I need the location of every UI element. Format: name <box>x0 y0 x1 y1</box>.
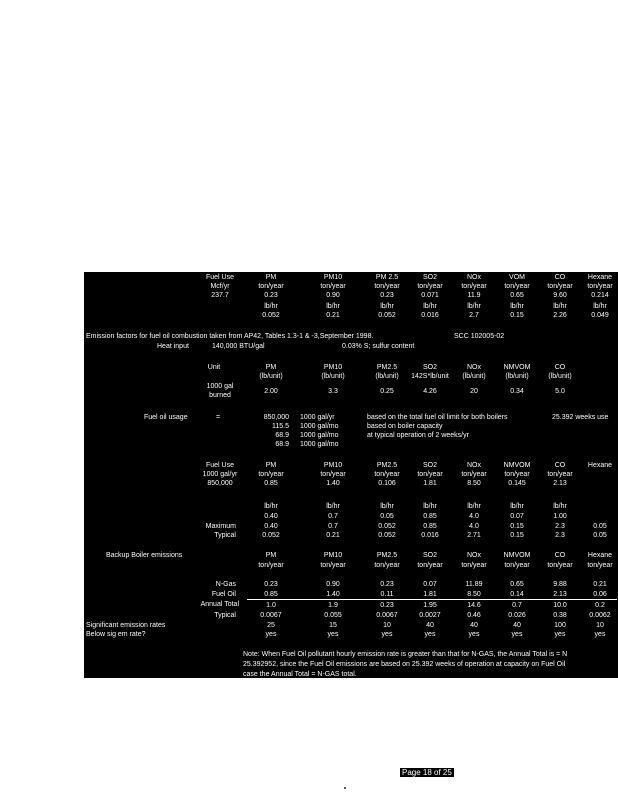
top-col-cell: 0.23 <box>380 292 394 299</box>
top-label-unit: Mcf/yr <box>210 283 230 290</box>
footnote-line-3: case the Annual Total = N-GAS total. <box>243 671 357 678</box>
factor-col-value: 3.3 <box>328 388 338 395</box>
factor-col-value: 5.0 <box>555 388 565 395</box>
backup-col-typical: 0.38 <box>553 612 567 619</box>
oil-label-fuel-use: Fuel Use <box>205 462 235 469</box>
emission-factors-note: Emission factors for fuel oil combustion taken from AP42, Tables 1.3-1 & -3,September 1998. <box>86 333 374 340</box>
backup-row-label-ngas: N-Gas <box>215 581 236 588</box>
backup-col-ngas: 0.90 <box>326 581 340 588</box>
backup-col-header: Hexane <box>587 552 613 559</box>
top-col-cell: lb/hr <box>510 303 524 310</box>
top-col-cell: lb/hr <box>423 303 437 310</box>
oil-col-cell: ton/year <box>417 471 443 478</box>
top-col-cell: 0.049 <box>591 312 609 319</box>
usage-unit: 1000 gal/mo <box>300 441 339 448</box>
backup-col-sig: 40 <box>426 622 434 629</box>
usage-value: 68.9 <box>275 432 289 439</box>
fuel-oil-usage-label: Fuel oil usage <box>144 414 188 421</box>
usage-unit: 1000 gal/yr <box>300 414 335 421</box>
usage-note: at typical operation of 2 weeks/yr <box>367 432 469 439</box>
backup-col-sig: 15 <box>329 622 337 629</box>
factor-col-value: 0.25 <box>380 388 394 395</box>
backup-col-below: yes <box>265 631 277 638</box>
top-col-cell: ton/year <box>374 283 400 290</box>
oil-col-cell: ton/year <box>504 471 530 478</box>
oil-col-cell: lb/hr <box>380 503 394 510</box>
factor-col-value: 20 <box>470 388 478 395</box>
oil-col-cell: lb/hr <box>423 503 437 510</box>
top-col-cell: 0.071 <box>421 292 439 299</box>
backup-col-oil: 0.11 <box>380 591 394 598</box>
sulfur-content: 0.03% S; sulfur content <box>342 343 415 350</box>
oil-maximum-label: Maximum <box>205 523 236 530</box>
top-col-cell: lb/hr <box>553 303 567 310</box>
top-col-cell: 11.9 <box>467 292 481 299</box>
factors-unit-label: Unit <box>207 364 221 371</box>
backup-col-header: NOx <box>467 552 481 559</box>
heat-input-value: 140,000 BTU/gal <box>212 343 265 350</box>
oil-col-cell: 2.71 <box>467 532 481 539</box>
factor-col-unit: (lb/unit) <box>321 373 345 380</box>
backup-col-below: yes <box>424 631 436 638</box>
factors-row-label-2: burned <box>209 392 231 399</box>
usage-note: based on boiler capacity <box>367 423 443 430</box>
factor-col-unit: (lb/unit) <box>548 373 572 380</box>
top-col-cell: 0.23 <box>264 292 278 299</box>
top-col-cell: 0.016 <box>421 312 439 319</box>
backup-col-ngas: 0.23 <box>380 581 394 588</box>
oil-col-header: Hexane <box>587 462 613 469</box>
backup-col-header: PM <box>265 552 277 559</box>
top-col-header: CO <box>554 274 566 281</box>
oil-col-header: CO <box>554 462 566 469</box>
oil-col-header: PM2.5 <box>376 462 398 469</box>
backup-col-oil: 2.13 <box>553 591 567 598</box>
oil-col-cell: 0.05 <box>380 513 394 520</box>
backup-col-sig: 25 <box>267 622 275 629</box>
oil-col-cell: 1.81 <box>423 480 437 487</box>
backup-col-ngas: 11.89 <box>465 581 483 588</box>
top-col-cell: 0.15 <box>510 312 524 319</box>
backup-col-below: yes <box>381 631 393 638</box>
oil-col-cell: 4.0 <box>469 513 479 520</box>
oil-col-cell: 0.21 <box>326 532 340 539</box>
factors-row-label-1: 1000 gal <box>206 383 234 390</box>
top-col-cell: lb/hr <box>380 303 394 310</box>
oil-col-cell: ton/year <box>258 471 284 478</box>
oil-col-cell: 0.7 <box>328 513 338 520</box>
backup-col-ngas: 9.88 <box>553 581 567 588</box>
factor-col-unit: (lb/unit) <box>462 373 486 380</box>
significant-emission-rates-label: Significant emission rates <box>86 622 166 629</box>
backup-col-below: yes <box>468 631 480 638</box>
oil-typical-label: Typical <box>214 532 236 539</box>
factor-col-value: 2.00 <box>264 388 278 395</box>
oil-col-cell: 0.40 <box>264 523 278 530</box>
top-col-header: PM10 <box>323 274 343 281</box>
oil-col-cell: 0.85 <box>264 480 278 487</box>
factor-col-header: PM10 <box>323 364 343 371</box>
top-col-cell: ton/year <box>587 283 613 290</box>
top-col-cell: 0.65 <box>510 292 524 299</box>
factor-col-header: NOx <box>467 364 481 371</box>
backup-col-typical: 0.055 <box>324 612 342 619</box>
backup-col-below: yes <box>511 631 523 638</box>
backup-col-ngas: 0.07 <box>423 581 437 588</box>
backup-col-typical: 0.0062 <box>589 612 611 619</box>
top-col-header: VOM <box>509 274 525 281</box>
oil-col-header: NMVOM <box>503 462 531 469</box>
oil-col-cell: 0.7 <box>328 523 338 530</box>
factor-col-unit: 142S*lb/unit <box>411 373 449 380</box>
oil-col-cell: 0.145 <box>508 480 526 487</box>
top-col-header: SO2 <box>422 274 438 281</box>
oil-col-cell: 0.85 <box>423 513 437 520</box>
oil-col-cell: 8.50 <box>467 480 481 487</box>
backup-row-label-total: Annual Total <box>200 601 239 608</box>
top-col-cell: 2.7 <box>469 312 479 319</box>
oil-col-header: SO2 <box>422 462 438 469</box>
backup-col-typical: 0.46 <box>467 612 481 619</box>
oil-col-header: PM10 <box>323 462 343 469</box>
backup-col-total: 0.23 <box>380 602 394 609</box>
backup-col-sig: 10 <box>383 622 391 629</box>
backup-col-oil: 0.85 <box>264 591 278 598</box>
oil-col-cell: 2.3 <box>555 523 565 530</box>
backup-col-total: 1.0 <box>266 602 276 609</box>
oil-col-cell: 0.15 <box>510 532 524 539</box>
oil-col-cell: 2.13 <box>553 480 567 487</box>
backup-col-header: SO2 <box>422 552 438 559</box>
top-col-header: PM 2.5 <box>375 274 399 281</box>
usage-value: 115.5 <box>272 423 289 430</box>
backup-col-sig: 40 <box>470 622 478 629</box>
fuel-oil-usage-equals: = <box>216 414 221 421</box>
backup-col-typical: 0.026 <box>508 612 526 619</box>
factor-col-value: 4.26 <box>423 388 437 395</box>
backup-col-sig: 10 <box>596 622 604 629</box>
top-col-cell: 0.214 <box>591 292 609 299</box>
top-col-cell: 0.052 <box>262 312 280 319</box>
top-col-cell: lb/hr <box>264 303 278 310</box>
usage-unit: 1000 gal/mo <box>300 423 339 430</box>
top-col-cell: ton/year <box>320 283 346 290</box>
top-label-fuel-use: Fuel Use <box>205 274 235 281</box>
factor-col-header: PM <box>265 364 277 371</box>
oil-col-cell: ton/year <box>461 471 487 478</box>
factor-col-header: SO2 <box>422 364 438 371</box>
backup-col-below: yes <box>594 631 606 638</box>
backup-col-unit: ton/year <box>258 562 284 569</box>
oil-label-value: 850,000 <box>207 480 233 487</box>
backup-col-total: 10.0 <box>553 602 567 609</box>
oil-col-cell: 0.052 <box>262 532 280 539</box>
top-col-cell: lb/hr <box>593 303 607 310</box>
oil-col-cell: 0.052 <box>378 532 396 539</box>
oil-col-cell: 2.3 <box>555 532 565 539</box>
backup-col-sig: 40 <box>513 622 521 629</box>
backup-col-typical: 0.0027 <box>419 612 441 619</box>
scan-speck <box>344 787 346 789</box>
backup-col-total: 1.9 <box>328 602 338 609</box>
backup-col-oil: 1.40 <box>326 591 340 598</box>
backup-col-unit: ton/year <box>320 562 346 569</box>
oil-col-cell: 1.00 <box>553 513 567 520</box>
backup-col-unit: ton/year <box>504 562 530 569</box>
backup-row-label-typical: Typical <box>214 612 236 619</box>
backup-col-below: yes <box>554 631 566 638</box>
factor-col-unit: (lb/unit) <box>259 373 283 380</box>
annual-total-underline <box>247 599 617 600</box>
oil-col-header: PM <box>265 462 277 469</box>
top-col-cell: ton/year <box>258 283 284 290</box>
backup-col-unit: ton/year <box>417 562 443 569</box>
usage-value: 850,000 <box>263 414 289 421</box>
backup-col-header: NMVOM <box>503 552 531 559</box>
backup-col-unit: ton/year <box>547 562 573 569</box>
backup-col-oil: 8.50 <box>467 591 481 598</box>
top-col-cell: 0.052 <box>378 312 396 319</box>
backup-col-typical: 0.0067 <box>260 612 282 619</box>
backup-col-oil: 1.81 <box>423 591 437 598</box>
backup-col-total: 0.2 <box>595 602 605 609</box>
scanned-spreadsheet <box>84 272 618 678</box>
top-col-cell: ton/year <box>417 283 443 290</box>
backup-col-oil: 0.06 <box>593 591 607 598</box>
usage-value: 68.9 <box>275 441 289 448</box>
oil-col-cell: lb/hr <box>553 503 567 510</box>
usage-note: based on the total fuel oil limit for both boilers <box>367 414 508 421</box>
backup-col-unit: ton/year <box>374 562 400 569</box>
backup-col-unit: ton/year <box>461 562 487 569</box>
heat-input-label: Heat input <box>157 343 189 350</box>
top-col-header: Hexane <box>587 274 613 281</box>
top-col-cell: ton/year <box>461 283 487 290</box>
oil-col-cell: lb/hr <box>467 503 481 510</box>
top-col-cell: lb/hr <box>326 303 340 310</box>
top-col-cell: 9.60 <box>553 292 567 299</box>
weeks-use-note: 25.392 weeks use <box>552 414 609 421</box>
top-col-cell: 0.90 <box>326 292 340 299</box>
oil-col-cell: 0.05 <box>593 532 607 539</box>
top-col-cell: lb/hr <box>467 303 481 310</box>
scc-code: SCC 102005-02 <box>454 333 505 340</box>
oil-label-unit: 1000 gal/yr <box>202 471 238 478</box>
backup-col-ngas: 0.65 <box>510 581 524 588</box>
footnote-line-1: Note: When Fuel Oil pollutant hourly emission rate is greater than that for N-GAS, the Annual Total is = N <box>243 651 568 658</box>
top-col-cell: 0.21 <box>326 312 340 319</box>
backup-col-ngas: 0.21 <box>593 581 607 588</box>
backup-col-oil: 0.14 <box>510 591 524 598</box>
backup-col-typical: 0.0067 <box>376 612 398 619</box>
oil-col-header: NOx <box>467 462 481 469</box>
top-col-cell: ton/year <box>547 283 573 290</box>
backup-col-ngas: 0.23 <box>264 581 278 588</box>
top-col-header: PM <box>265 274 277 281</box>
backup-col-total: 1.95 <box>423 602 437 609</box>
factor-col-unit: (lb/unit) <box>505 373 529 380</box>
oil-col-cell: ton/year <box>320 471 346 478</box>
oil-col-cell: lb/hr <box>264 503 278 510</box>
backup-col-total: 0.7 <box>512 602 522 609</box>
factor-col-header: NMVOM <box>503 364 531 371</box>
oil-col-cell: 0.05 <box>593 523 607 530</box>
backup-col-below: yes <box>327 631 339 638</box>
backup-col-header: CO <box>554 552 566 559</box>
oil-col-cell: ton/year <box>374 471 400 478</box>
backup-col-header: PM10 <box>323 552 343 559</box>
top-label-value: 237.7 <box>211 292 229 299</box>
top-col-header: NOx <box>467 274 481 281</box>
oil-col-cell: 0.07 <box>510 513 524 520</box>
backup-table-title: Backup Boiler emissions <box>106 552 183 559</box>
oil-col-cell: 0.15 <box>510 523 524 530</box>
footnote-line-2: 25.392952, since the Fuel Oil emissions are based on 25.392 weeks of operation at capacity on Fuel Oil <box>243 661 566 668</box>
below-sig-em-rate-label: Below sig em rate? <box>86 631 146 638</box>
oil-col-cell: 4.0 <box>469 523 479 530</box>
backup-row-label-oil: Fuel Oil <box>211 591 236 598</box>
oil-col-cell: 0.40 <box>264 513 278 520</box>
oil-col-cell: 0.016 <box>421 532 439 539</box>
top-col-cell: ton/year <box>504 283 530 290</box>
oil-col-cell: ton/year <box>547 471 573 478</box>
factor-col-value: 0.34 <box>510 388 524 395</box>
usage-unit: 1000 gal/mo <box>300 432 339 439</box>
page-number: Page 18 of 25 <box>402 768 452 777</box>
oil-col-cell: lb/hr <box>510 503 524 510</box>
oil-col-cell: 0.85 <box>423 523 437 530</box>
backup-col-sig: 100 <box>554 622 566 629</box>
oil-col-cell: 0.052 <box>378 523 396 530</box>
oil-col-cell: lb/hr <box>326 503 340 510</box>
factor-col-header: CO <box>554 364 566 371</box>
oil-col-cell: 1.40 <box>326 480 340 487</box>
backup-col-header: PM2.5 <box>376 552 398 559</box>
backup-col-total: 14.6 <box>467 602 481 609</box>
backup-col-unit: ton/year <box>587 562 613 569</box>
top-col-cell: 2.26 <box>553 312 567 319</box>
factor-col-header: PM2.5 <box>376 364 398 371</box>
factor-col-unit: (lb/unit) <box>375 373 399 380</box>
oil-col-cell: 0.106 <box>378 480 396 487</box>
